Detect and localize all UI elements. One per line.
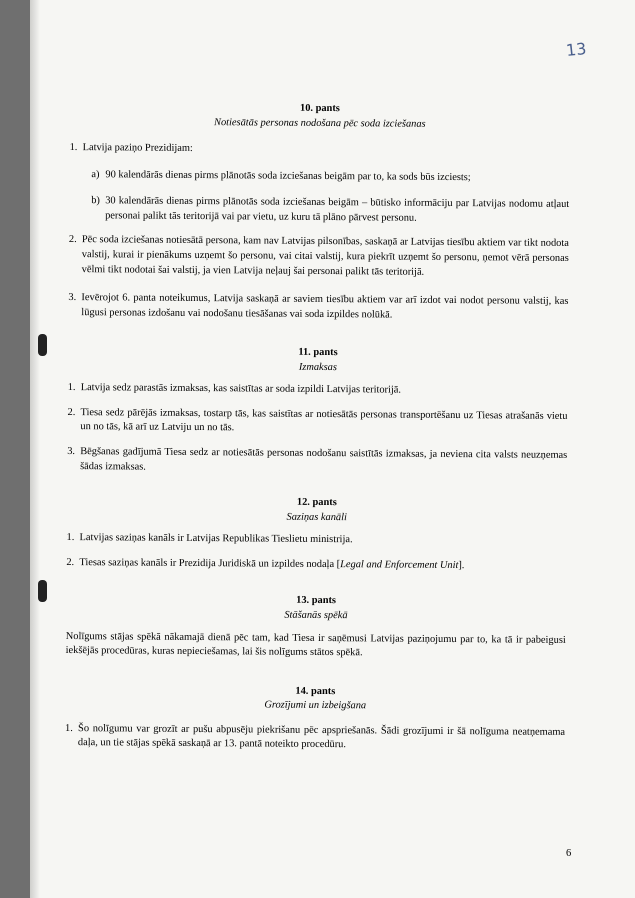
article-number: 14. pants <box>295 685 336 697</box>
article-12-heading <box>67 494 567 527</box>
handwritten-page-number: 13 <box>565 38 588 61</box>
article-number: 13. pants <box>296 595 337 607</box>
article-title: Grozījumi un izbeigšana <box>264 699 367 712</box>
article-14-heading <box>65 683 565 716</box>
article-number: 10. pants <box>299 102 340 115</box>
sub-item-b: b) 30 kalendārās dienas pirms plānotās soda izciešanas beigām – būtisko informāciju par Latvijas nodomu atļaut personai palikt tās teritorijā vai par vietu, uz kuru tā plāno pārvest personu. <box>91 195 570 224</box>
list-item: 2. Tiesas saziņas kanāls ir Prezidija Juridiskā un izpildes nodaļa [Legal and Enforcement Unit]. <box>66 556 465 571</box>
article-title: Stāšanās spēkā <box>284 609 348 622</box>
article-title: Notiesātās personas nodošana pēc soda izciešanas <box>214 116 426 130</box>
list-item: 1. Latvija sedz parastās izmaksas, kas saistītas ar soda izpildi Latvijas teritorijā. <box>67 382 402 396</box>
punch-hole <box>38 334 47 356</box>
article-title: Izmaksas <box>298 361 337 373</box>
document-body <box>65 100 570 755</box>
sub-item-a: a) 90 kalendārās dienas pirms plānotās soda izciešanas beigām par to, ka sods būs izciests; <box>91 168 471 183</box>
list-item: 3. Bēgšanas gadījumā Tiesa sedz ar notiesātās personas nodošanu saistītās izmaksas, ja neviena cita valsts neuzņemas šādas izmaksas. <box>67 445 568 473</box>
article-number: 11. pants <box>298 346 338 359</box>
punch-hole <box>38 580 47 602</box>
list-item: 1. Latvija paziņo Prezidijam: <box>69 142 193 155</box>
article-10-heading <box>70 100 570 133</box>
list-item: 3. Ievērojot 6. panta noteikumus, Latvija saskaņā ar saviem tiesību aktiem var arī izdot vai nodot personu valstij, kas lūgusi personas izdošanu vai nodošanu tiesāšanas vai soda izpildes nolūkā. <box>68 292 569 321</box>
article-title: Saziņas kanāli <box>286 511 347 523</box>
article-11-heading <box>68 344 568 377</box>
article-13-heading <box>66 592 566 625</box>
paragraph: Nolīgums stājas spēkā nākamajā dienā pēc tam, kad Tiesa ir saņēmusi Latvijas paziņojumu par to, ka tā ir pabeigusi iekšējās procedūras, kuras nepieciešamas, lai šis nolīgums stātos spēkā. <box>65 630 566 659</box>
page-fold-shadow <box>30 0 40 898</box>
page-number: 6 <box>566 848 572 859</box>
list-item: 1. Šo nolīgumu var grozīt ar pušu abpusēju piekrišanu pēc apspriešanās. Šādi grozījumi ir šā nolīguma neatņemama daļa, un tie stājas spēkā saskaņā ar 13. pantā noteikto procedūru. <box>65 722 566 751</box>
article-number: 12. pants <box>296 496 337 509</box>
list-item: 2. Tiesa sedz pārējās izmaksas, tostarp tās, kas saistītas ar notiesātās personas transportēšanu uz Tiesas atrašanās vietu un no tās, kā arī uz Latviju un no tās. <box>67 406 568 434</box>
list-item: 1. Latvijas saziņas kanāls ir Latvijas Republikas Tieslietu ministrija. <box>66 532 353 546</box>
list-item: 2. Pēc soda izciešanas notiesātā persona, kam nav Latvijas pilsonības, saskaņā ar Latvijas tiesību aktiem var tikt nodota valstij, kurai ir pienākums uzņemt šo personu, vai citai valstij, kura piekrīt uzņemt šo personu, ņemot vērā personas vēlmi tikt nodotai šai valstij, ja vien Latvija neļauj šai personai palikt tās teritorijā. <box>68 234 569 278</box>
